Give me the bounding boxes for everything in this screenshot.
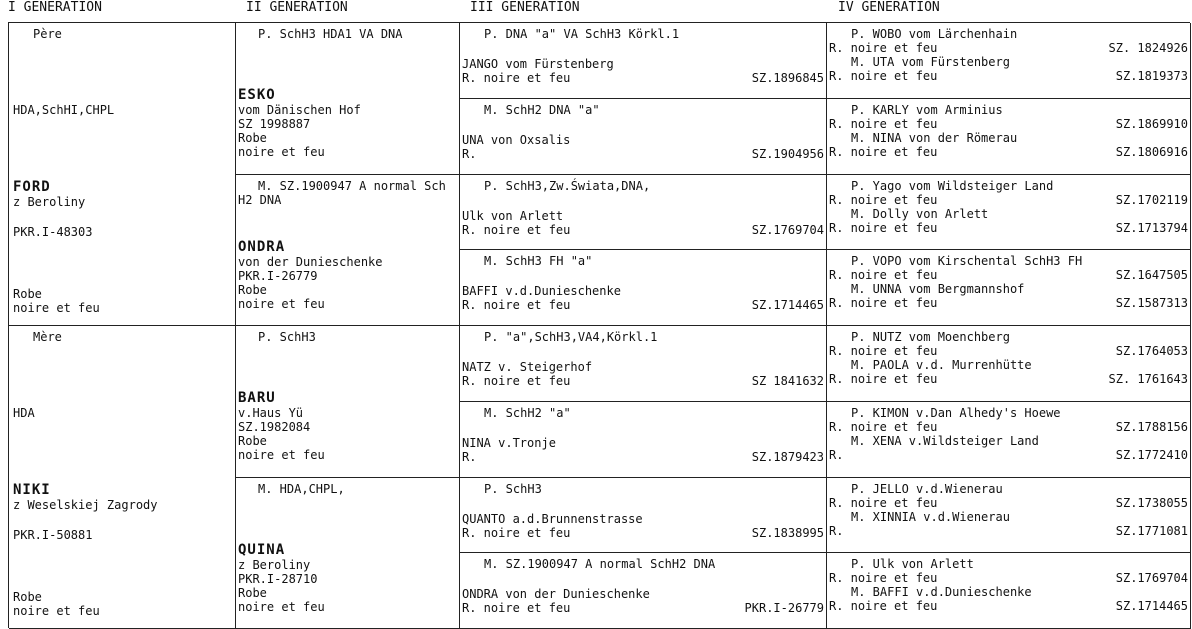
dam-name: M. BAFFI v.d.Dunieschenke <box>831 585 1032 599</box>
sire-name: P. NUTZ vom Moenchberg <box>831 330 1010 344</box>
dog-titles: M. SchH2 "a" <box>464 406 571 420</box>
dog-titles: P. SchH3 <box>464 482 542 496</box>
parent-role: Père <box>13 27 62 41</box>
dog-kennel: von der Dunieschenke <box>238 255 383 269</box>
sire-name: P. KIMON v.Dan Alhedy's Hoewe <box>831 406 1061 420</box>
dog-name: ONDRA von der Dunieschenke <box>462 587 650 601</box>
sire-color: R. noire et feu <box>829 496 937 510</box>
dog-color: Robe <box>238 283 267 297</box>
gen1-cell <box>9 23 236 326</box>
dog-color: noire et feu <box>238 145 325 159</box>
dog-name: QUANTO a.d.Brunnenstrasse <box>462 512 643 526</box>
sire-registration: SZ.1738055 <box>1116 496 1188 510</box>
gen4-cell <box>827 23 1191 99</box>
gen4-cell <box>827 175 1191 251</box>
dog-color: noire et feu <box>238 297 325 311</box>
dog-registration: SZ 1841632 <box>752 374 824 388</box>
sire-registration: SZ.1769704 <box>1116 571 1188 585</box>
sire-registration: SZ.1788156 <box>1116 420 1188 434</box>
dog-titles: M. SchH3 FH "a" <box>464 254 592 268</box>
dam-registration: SZ.1714465 <box>1116 599 1188 613</box>
dam-registration: SZ.1772410 <box>1116 448 1188 462</box>
dam-registration: SZ.1771081 <box>1116 524 1188 538</box>
dog-kennel: vom Dänischen Hof <box>238 103 361 117</box>
gen3-cell <box>460 23 827 99</box>
sire-name: P. WOBO vom Lärchenhain <box>831 27 1017 41</box>
dam-registration: SZ.1806916 <box>1116 145 1188 159</box>
gen3-cell <box>460 402 827 478</box>
sire-color: R. noire et feu <box>829 268 937 282</box>
dog-registration: PKR.I-26779 <box>745 601 824 615</box>
dog-registration: SZ.1879423 <box>752 450 824 464</box>
dog-name: JANGO vom Fürstenberg <box>462 57 614 71</box>
dog-color: R. noire et feu <box>462 71 570 85</box>
sire-name: P. Yago vom Wildsteiger Land <box>831 179 1053 193</box>
dog-name: Ulk von Arlett <box>462 209 563 223</box>
dog-titles: M. SchH2 DNA "a" <box>464 103 600 117</box>
gen2-cell <box>236 326 460 478</box>
dog-registration: SZ.1896845 <box>752 71 824 85</box>
dog-titles: H2 DNA <box>238 193 281 207</box>
dog-registration: PKR.I-50881 <box>13 528 92 542</box>
sire-name: P. KARLY vom Arminius <box>831 103 1003 117</box>
dog-titles: P. SchH3,Zw.Świata,DNA, <box>464 179 650 193</box>
gen4-cell <box>827 99 1191 175</box>
gen4-cell <box>827 478 1191 554</box>
dam-registration: SZ.1819373 <box>1116 69 1188 83</box>
dam-color: R. noire et feu <box>829 69 937 83</box>
dog-titles: M. SZ.1900947 A normal Sch <box>238 179 446 193</box>
sire-name: P. JELLO v.d.Wienerau <box>831 482 1003 496</box>
dog-color: noire et feu <box>13 301 100 315</box>
dog-color: noire et feu <box>238 448 325 462</box>
dam-name: M. XINNIA v.d.Wienerau <box>831 510 1010 524</box>
gen4-cell <box>827 250 1191 326</box>
gen3-cell <box>460 250 827 326</box>
dog-color: R. noire et feu <box>462 298 570 312</box>
header-generation-3: III GENERATION <box>470 0 580 18</box>
dog-color: R. noire et feu <box>462 526 570 540</box>
dog-color: Robe <box>238 586 267 600</box>
dog-color: noire et feu <box>238 600 325 614</box>
dog-titles: M. HDA,CHPL, <box>238 482 345 496</box>
gen3-cell <box>460 553 827 629</box>
dog-titles: P. "a",SchH3,VA4,Körkl.1 <box>464 330 657 344</box>
dog-registration: PKR.I-26779 <box>238 269 317 283</box>
dog-registration: SZ 1998887 <box>238 117 310 131</box>
dog-color: R. noire et feu <box>462 601 570 615</box>
dog-color: R. noire et feu <box>462 223 570 237</box>
gen4-cell <box>827 402 1191 478</box>
dam-name: M. PAOLA v.d. Murrenhütte <box>831 358 1032 372</box>
dog-kennel: z Beroliny <box>13 195 85 209</box>
sire-color: R. noire et feu <box>829 193 937 207</box>
dog-name: UNA von Oxsalis <box>462 133 570 147</box>
dam-registration: SZ. 1761643 <box>1109 372 1188 386</box>
dog-name: NIKI <box>13 482 51 498</box>
gen3-cell <box>460 478 827 554</box>
dam-name: M. XENA v.Wildsteiger Land <box>831 434 1039 448</box>
dog-color: R. <box>462 450 476 464</box>
dam-color: R. noire et feu <box>829 372 937 386</box>
gen3-cell <box>460 175 827 251</box>
dam-registration: SZ.1587313 <box>1116 296 1188 310</box>
dog-color: Robe <box>238 131 267 145</box>
dog-name: FORD <box>13 179 51 195</box>
gen4-cell <box>827 553 1191 629</box>
dog-kennel: z Beroliny <box>238 558 310 572</box>
dam-registration: SZ.1713794 <box>1116 221 1188 235</box>
dog-titles: P. SchH3 <box>238 330 316 344</box>
dam-color: R. noire et feu <box>829 145 937 159</box>
dog-registration: SZ.1904956 <box>752 147 824 161</box>
dog-name: ESKO <box>238 87 276 103</box>
dam-name: M. UTA vom Fürstenberg <box>831 55 1010 69</box>
dam-name: M. NINA von der Römerau <box>831 131 1017 145</box>
sire-name: P. Ulk von Arlett <box>831 557 974 571</box>
dog-registration: SZ.1982084 <box>238 420 310 434</box>
gen2-cell <box>236 478 460 629</box>
sire-color: R. noire et feu <box>829 420 937 434</box>
dog-name: BARU <box>238 390 276 406</box>
dog-name: ONDRA <box>238 239 285 255</box>
dog-titles: M. SZ.1900947 A normal SchH2 DNA <box>464 557 715 571</box>
dog-titles: P. DNA "a" VA SchH3 Körkl.1 <box>464 27 679 41</box>
sire-color: R. noire et feu <box>829 41 937 55</box>
dam-name: M. Dolly von Arlett <box>831 207 988 221</box>
dog-kennel: z Weselskiej Zagrody <box>13 498 158 512</box>
dam-color: R. <box>829 524 843 538</box>
dog-titles: HDA,SchHI,CHPL <box>13 103 114 117</box>
dog-name: BAFFI v.d.Dunieschenke <box>462 284 621 298</box>
dog-registration: SZ.1714465 <box>752 298 824 312</box>
dog-name: NATZ v. Steigerhof <box>462 360 592 374</box>
dam-color: R. noire et feu <box>829 221 937 235</box>
dog-kennel: v.Haus Yü <box>238 406 303 420</box>
sire-color: R. noire et feu <box>829 117 937 131</box>
dog-name: NINA v.Tronje <box>462 436 556 450</box>
dog-registration: SZ.1769704 <box>752 223 824 237</box>
gen4-cell <box>827 326 1191 402</box>
dog-name: QUINA <box>238 542 285 558</box>
dam-color: R. noire et feu <box>829 599 937 613</box>
sire-registration: SZ. 1824926 <box>1109 41 1188 55</box>
header-generation-2: II GENERATION <box>246 0 348 18</box>
dog-color: R. <box>462 147 476 161</box>
sire-color: R. noire et feu <box>829 344 937 358</box>
sire-name: P. VOPO vom Kirschental SchH3 FH <box>831 254 1082 268</box>
sire-registration: SZ.1702119 <box>1116 193 1188 207</box>
dog-registration: SZ.1838995 <box>752 526 824 540</box>
dog-color: R. noire et feu <box>462 374 570 388</box>
dam-color: R. <box>829 448 843 462</box>
dog-color: noire et feu <box>13 604 100 618</box>
header-generation-4: IV GENERATION <box>838 0 940 18</box>
sire-registration: SZ.1764053 <box>1116 344 1188 358</box>
gen2-cell <box>236 23 460 175</box>
dog-color: Robe <box>13 590 42 604</box>
dog-color: Robe <box>13 287 42 301</box>
pedigree-table <box>8 22 1190 628</box>
sire-registration: SZ.1647505 <box>1116 268 1188 282</box>
sire-color: R. noire et feu <box>829 571 937 585</box>
gen3-cell <box>460 326 827 402</box>
dam-name: M. UNNA vom Bergmannshof <box>831 282 1024 296</box>
header-generation-1: I GENERATION <box>8 0 102 18</box>
dam-color: R. noire et feu <box>829 296 937 310</box>
sire-registration: SZ.1869910 <box>1116 117 1188 131</box>
gen1-cell <box>9 326 236 629</box>
dog-registration: PKR.I-48303 <box>13 225 92 239</box>
dog-color: Robe <box>238 434 267 448</box>
gen2-cell <box>236 175 460 327</box>
gen3-cell <box>460 99 827 175</box>
dog-titles: P. SchH3 HDA1 VA DNA <box>238 27 403 41</box>
parent-role: Mère <box>13 330 62 344</box>
dog-titles: HDA <box>13 406 35 420</box>
dog-registration: PKR.I-28710 <box>238 572 317 586</box>
